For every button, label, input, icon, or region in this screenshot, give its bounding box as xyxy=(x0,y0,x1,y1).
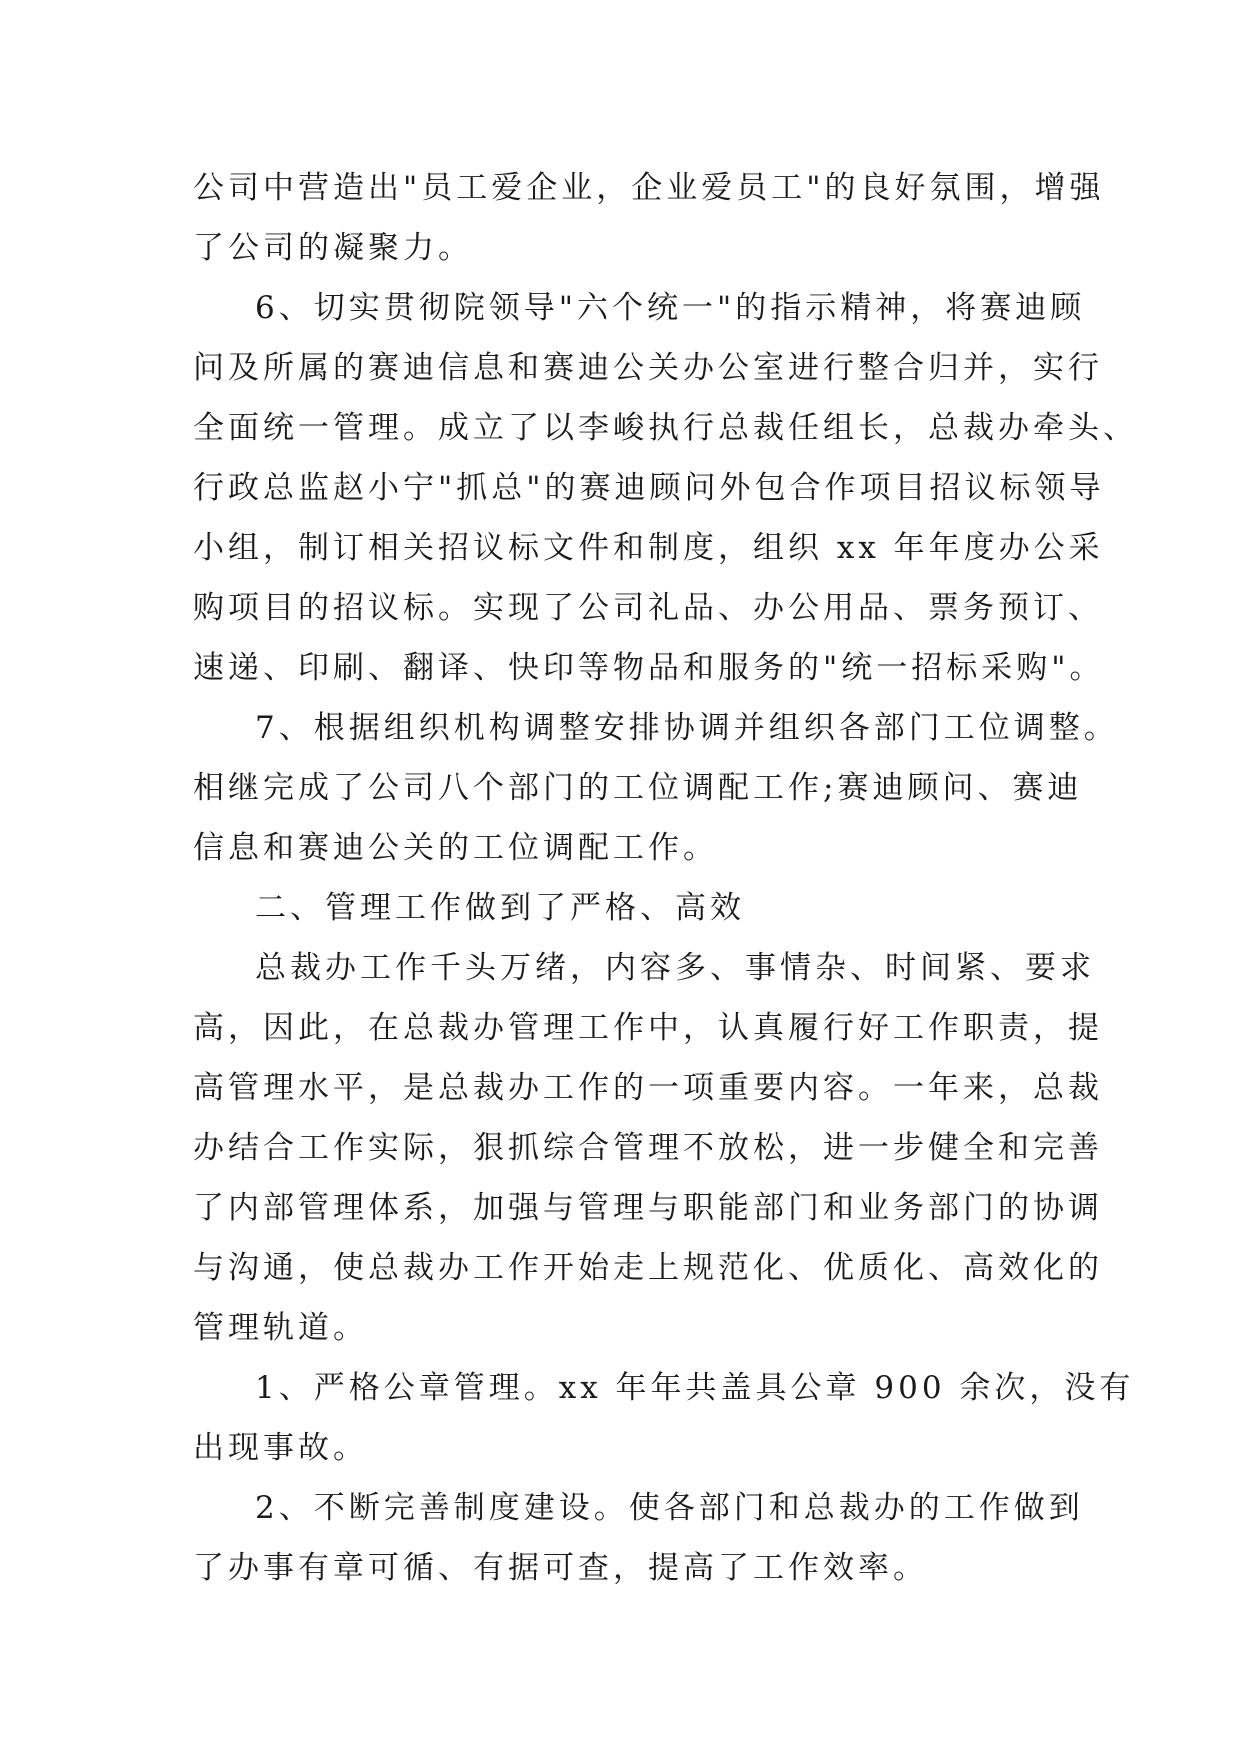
text-line: 信息和赛迪公关的工位调配工作。 xyxy=(193,830,718,866)
paragraph-5 xyxy=(193,938,1103,1358)
text-line: 小组，制订相关招议标文件和制度，组织 xx 年年度办公采 xyxy=(193,530,1104,566)
text-line: 公司中营造出"员工爱企业，企业爱员工"的良好氛围，增强 xyxy=(193,170,1105,206)
text-line: 办结合工作实际，狠抓综合管理不放松，进一步健全和完善 xyxy=(193,1130,1103,1166)
text-line: 管理轨道。 xyxy=(193,1310,368,1346)
text-line: 1、严格公章管理。xx 年年共盖具公章 900 余次，没有 xyxy=(255,1370,1135,1406)
text-line: 相继完成了公司八个部门的工位调配工作;赛迪顾问、赛迪 xyxy=(193,770,1083,806)
paragraph-2 xyxy=(193,278,1138,698)
document-body xyxy=(193,158,1138,1598)
text-line: 与沟通，使总裁办工作开始走上规范化、优质化、高效化的 xyxy=(193,1250,1103,1286)
text-line: 2、不断完善制度建设。使各部门和总裁办的工作做到 xyxy=(255,1490,1084,1526)
text-line: 行政总监赵小宁"抓总"的赛迪顾问外包合作项目招议标领导 xyxy=(193,470,1105,506)
section-heading xyxy=(193,878,1063,938)
text-line: 7、根据组织机构调整安排协调并组织各部门工位调整。 xyxy=(255,710,1119,746)
text-line: 6、切实贯彻院领导"六个统一"的指示精神，将赛迪顾 xyxy=(255,290,1086,326)
text-line: 二、管理工作做到了严格、高效 xyxy=(255,890,745,926)
paragraph-1 xyxy=(193,158,1105,278)
paragraph-7 xyxy=(193,1478,1084,1598)
text-line: 了内部管理体系，加强与管理与职能部门和业务部门的协调 xyxy=(193,1190,1103,1226)
text-line: 全面统一管理。成立了以李峻执行总裁任组长，总裁办牵头、 xyxy=(193,410,1138,446)
text-line: 出现事故。 xyxy=(193,1430,368,1466)
text-line: 速递、印刷、翻译、快印等物品和服务的"统一招标采购"。 xyxy=(193,650,1105,686)
paragraph-3 xyxy=(193,698,1119,878)
text-line: 问及所属的赛迪信息和赛迪公关办公室进行整合归并，实行 xyxy=(193,350,1103,386)
paragraph-6 xyxy=(193,1358,1135,1478)
text-line: 高，因此，在总裁办管理工作中，认真履行好工作职责，提 xyxy=(193,1010,1103,1046)
text-line: 了办事有章可循、有据可查，提高了工作效率。 xyxy=(193,1550,928,1586)
text-line: 高管理水平，是总裁办工作的一项重要内容。一年来，总裁 xyxy=(193,1070,1103,1106)
text-line: 总裁办工作千头万绪，内容多、事情杂、时间紧、要求 xyxy=(255,950,1095,986)
text-line: 了公司的凝聚力。 xyxy=(193,230,473,266)
text-line: 购项目的招议标。实现了公司礼品、办公用品、票务预订、 xyxy=(193,590,1103,626)
